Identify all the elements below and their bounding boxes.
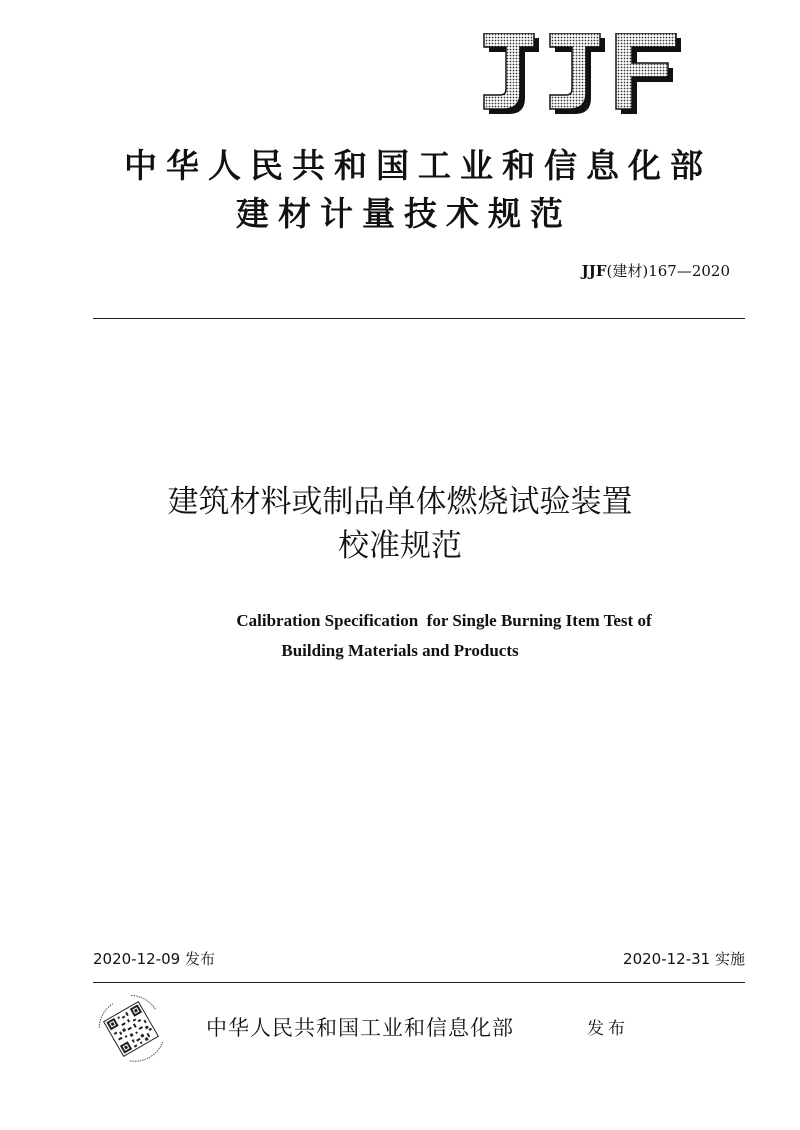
title-en-line1: Calibration Specification for Single Burning Item Test of [236,611,652,630]
standard-category: (建材) [606,262,649,280]
title-cn-line1: 建筑材料或制品单体燃烧试验装置 [167,484,633,520]
standard-code: 167—2020 [648,262,730,280]
issue-date: 2020-12-09 发布 [93,950,215,968]
issuer-name: 中华人民共和国工业和信息化部 [124,146,712,185]
bottom-divider [93,982,745,983]
document-type: 建材计量技术规范 [236,194,572,233]
footer-publish: 发布 [587,1019,629,1039]
title-cn-line2: 校准规范 [338,528,462,564]
top-divider [93,318,745,319]
standard-prefix: JJF [581,262,607,280]
footer-issuer: 中华人民共和国工业和信息化部 [206,1016,514,1040]
implement-date: 2020-12-31 实施 [623,950,745,968]
standard-number [582,260,730,281]
jjf-logo [476,33,686,117]
title-en-line2: Building Materials and Products [281,641,519,660]
qr-code[interactable] [92,990,170,1068]
